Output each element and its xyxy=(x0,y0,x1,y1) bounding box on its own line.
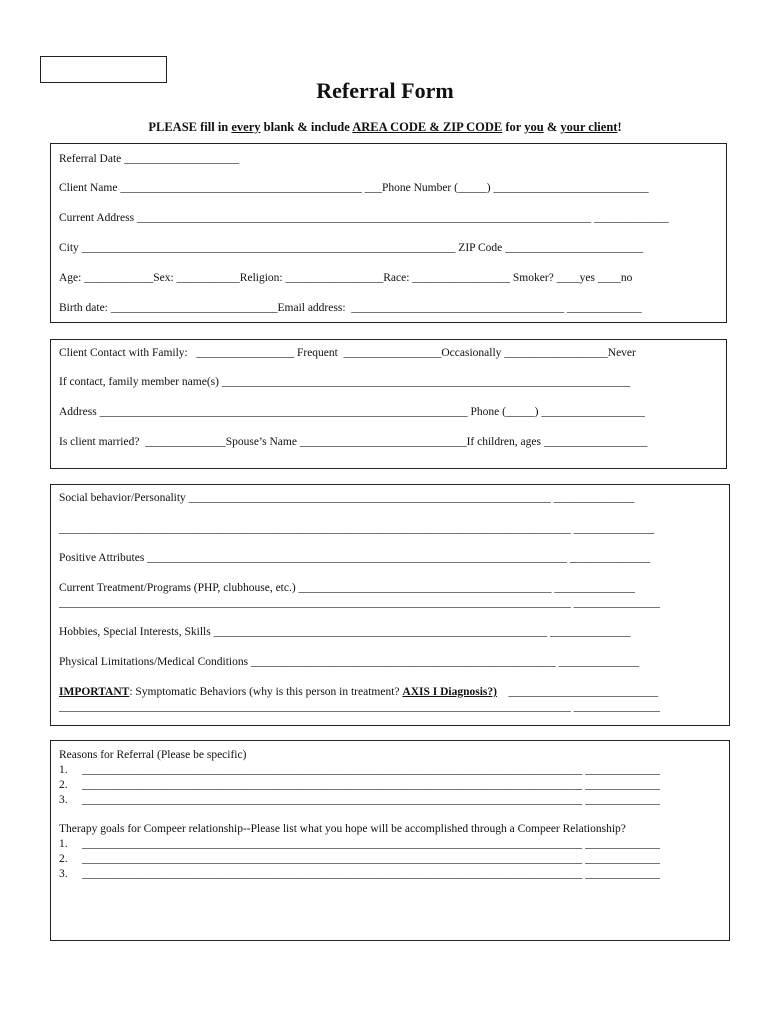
instructions-your-client: your client xyxy=(560,120,618,134)
important-continued[interactable]: _________________________________________________________________________________________ _______________ xyxy=(59,701,660,713)
city-zip-field[interactable]: City _________________________________________________________________ ZIP Code ________________________ xyxy=(59,242,644,254)
family-address-field[interactable]: Address ________________________________________________________________ Phone (_____) __________________ xyxy=(59,406,645,418)
demographics-field[interactable]: Age: ____________Sex: ___________Religion: _________________Race: _________________ Smoker? ____yes ____no xyxy=(59,272,633,284)
instructions-every: every xyxy=(231,120,261,134)
referral-goals-section xyxy=(50,740,730,941)
instructions-text: PLEASE fill in xyxy=(148,120,232,134)
axis-diagnosis-label: AXIS I Diagnosis?) xyxy=(402,686,497,698)
positive-attributes-field[interactable]: Positive Attributes _________________________________________________________________________ ______________ xyxy=(59,552,651,564)
current-treatment-field[interactable]: Current Treatment/Programs (PHP, clubhouse, etc.) ____________________________________________ ______________ xyxy=(59,582,635,594)
family-contact-section xyxy=(50,339,727,469)
goals-heading: Therapy goals for Compeer relationship--Please list what you hope will be accomplished through a Compeer Relationship? xyxy=(59,823,626,835)
important-label: IMPORTANT xyxy=(59,686,130,698)
goal-line-1[interactable]: 1. _______________________________________________________________________________________ _____________ xyxy=(59,838,660,850)
physical-limitations-field[interactable]: Physical Limitations/Medical Conditions _____________________________________________________ ______________ xyxy=(59,656,640,668)
referral-date-field[interactable]: Referral Date ____________________ xyxy=(59,153,240,165)
current-treatment-continued[interactable]: _________________________________________________________________________________________ _______________ xyxy=(59,597,660,609)
important-text: : Symptomatic Behaviors (why is this person in treatment? xyxy=(129,686,403,698)
marital-field[interactable]: Is client married? ______________Spouse’s Name _____________________________If children, ages __________________ xyxy=(59,436,648,448)
reason-line-3[interactable]: 3. _______________________________________________________________________________________ _____________ xyxy=(59,794,660,806)
instructions xyxy=(0,120,770,135)
family-contact-field[interactable]: Client Contact with Family: _________________ Frequent _________________Occasionally __________________Never xyxy=(59,347,636,359)
behavior-section xyxy=(50,484,730,726)
reasons-heading: Reasons for Referral (Please be specific) xyxy=(59,749,247,761)
birth-email-field[interactable]: Birth date: _____________________________Email address: _____________________________________ _____________ xyxy=(59,302,642,314)
social-behavior-field[interactable]: Social behavior/Personality _______________________________________________________________ ______________ xyxy=(59,492,635,504)
instructions-you: you xyxy=(524,120,544,134)
important-blank: __________________________ xyxy=(496,686,658,698)
goal-line-2[interactable]: 2. _______________________________________________________________________________________ _____________ xyxy=(59,853,660,865)
instructions-text: for xyxy=(502,120,525,134)
family-member-field[interactable]: If contact, family member name(s) _______________________________________________________________________ xyxy=(59,376,631,388)
client-name-field[interactable]: Client Name __________________________________________ ___Phone Number (_____) ___________________________ xyxy=(59,182,649,194)
reason-line-1[interactable]: 1. _______________________________________________________________________________________ _____________ xyxy=(59,764,660,776)
reason-line-2[interactable]: 2. _______________________________________________________________________________________ _____________ xyxy=(59,779,660,791)
instructions-text: & xyxy=(543,120,561,134)
instructions-text: ! xyxy=(617,120,622,134)
social-behavior-continued[interactable]: _________________________________________________________________________________________ ______________ xyxy=(59,523,655,535)
current-address-field[interactable]: Current Address _______________________________________________________________________________ _____________ xyxy=(59,212,669,224)
client-info-section xyxy=(50,143,727,323)
goal-line-3[interactable]: 3. _______________________________________________________________________________________ _____________ xyxy=(59,868,660,880)
important-field[interactable] xyxy=(59,685,658,699)
page-title: Referral Form xyxy=(316,78,454,103)
instructions-area-zip: AREA CODE & ZIP CODE xyxy=(352,120,503,134)
instructions-text: blank & include xyxy=(260,120,353,134)
hobbies-field[interactable]: Hobbies, Special Interests, Skills __________________________________________________________ ______________ xyxy=(59,626,631,638)
